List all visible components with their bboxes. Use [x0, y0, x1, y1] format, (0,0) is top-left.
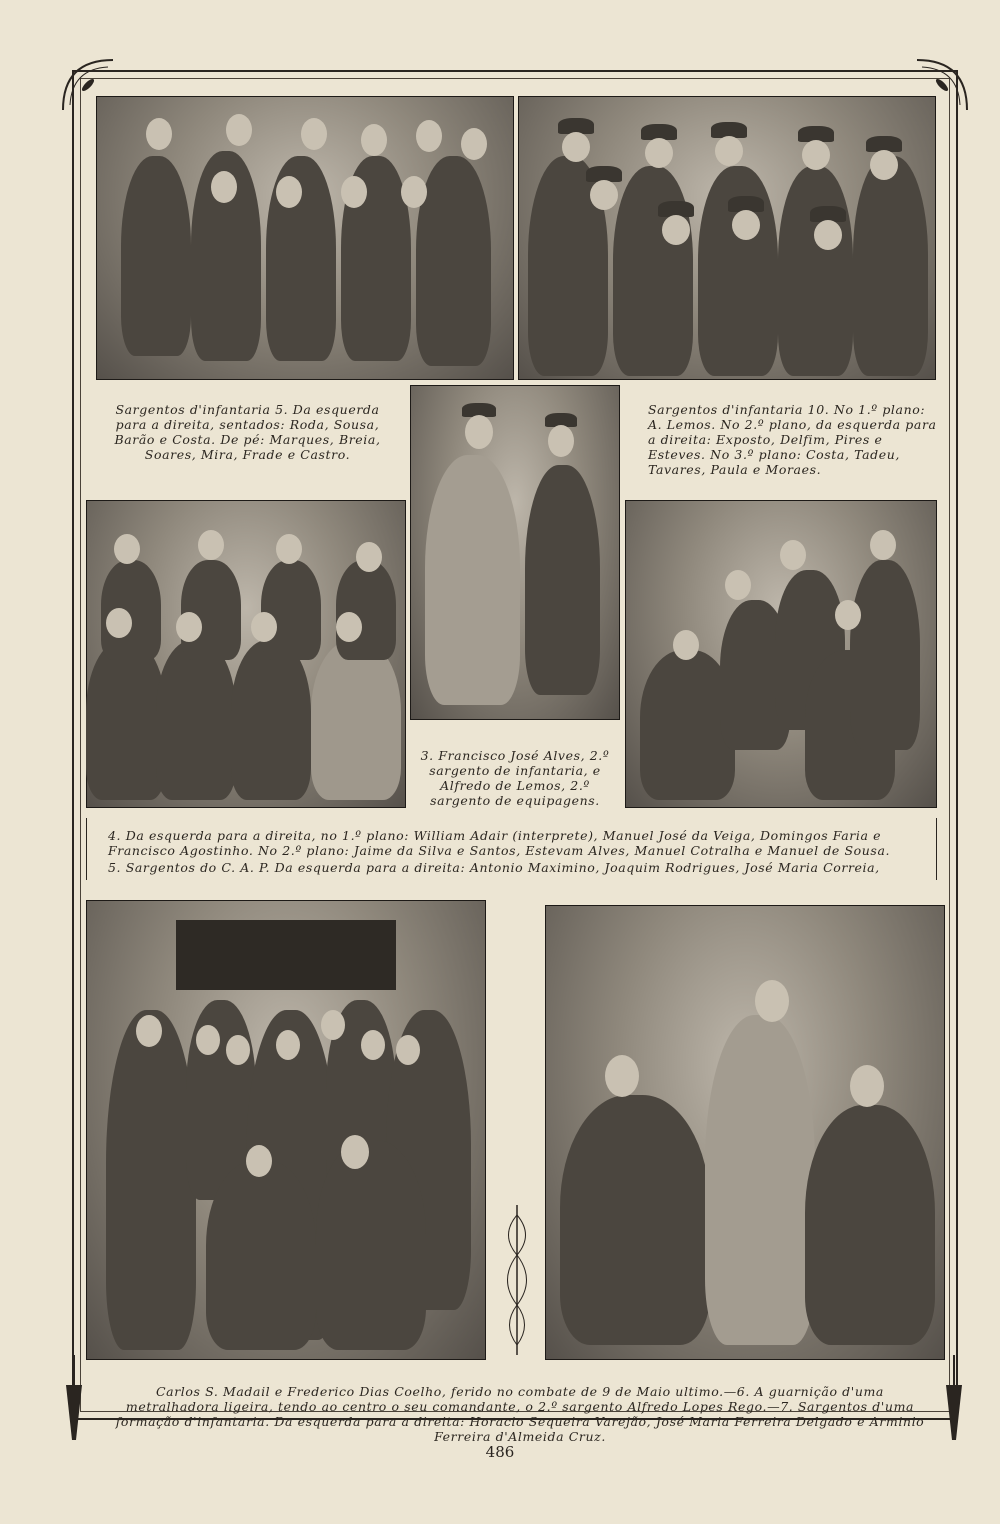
photo-7-sargentos-formacao-infantaria — [545, 905, 945, 1360]
photo-sargentos-infantaria-5 — [96, 96, 514, 380]
caption-photo-5: 5. Sargentos do C. A. P. Da esquerda para a direita: Antonio Maximino, Joaquim Rodrigues, José Maria Correia, — [108, 860, 880, 875]
photo-6-guarnicao-metralhadora — [86, 900, 486, 1360]
photo-5-sargentos-cap — [625, 500, 937, 808]
leaf-ornament-icon — [490, 1195, 545, 1360]
caption-photos-6-7: Carlos S. Madail e Frederico Dias Coelho, ferido no combate de 9 de Maio ultimo.—6. A guarnição d'uma metralhadora ligeira, tendo ao centro o seu comandante, o 2.º sargento Alfredo Lopes Rego.—7. Sargentos d'uma formação d'infantaria. Da esquerda para a direita: Horacio Sequeira Varejão, José Maria Ferreira Delgado e Arminio Ferreira d'Almeida Cruz. — [115, 1384, 925, 1444]
caption-bracket-left — [86, 818, 87, 880]
page-number: 486 — [485, 1443, 515, 1461]
photo-sargentos-infantaria-10 — [518, 96, 936, 380]
caption-photo-1: Sargentos d'infantaria 5. Da esquerda para a direita, sentados: Roda, Sousa, Barão e Costa. De pé: Marques, Breia, Soares, Mira, Frade e Castro. — [114, 402, 381, 462]
caption-photo-2: Sargentos d'infantaria 10. No 1.º plano: A. Lemos. No 2.º plano, da esquerda para a direita: Exposto, Delfim, Pires e Esteves. No 3.º plano: Costa, Tadeu, Tavares, Paula e Moraes. — [648, 402, 937, 477]
photo-francisco-jose-alves-e-alfredo-de-lemos — [410, 385, 620, 720]
photo-4-grupo-com-interprete — [86, 500, 406, 808]
tassel-icon — [940, 1355, 968, 1445]
caption-photo-4: 4. Da esquerda para a direita, no 1.º plano: William Adair (interprete), Manuel José da Veiga, Domingos Faria e Francisco Agostinho. No 2.º plano: Jaime da Silva e Santos, Estevam Alves, Manuel Cotralha e Manuel de Sousa. — [108, 828, 891, 858]
caption-photo-3: 3. Francisco José Alves, 2.º sargento de infantaria, e Alfredo de Lemos, 2.º sargento de equipagens. — [420, 748, 610, 808]
tassel-icon — [60, 1355, 88, 1445]
